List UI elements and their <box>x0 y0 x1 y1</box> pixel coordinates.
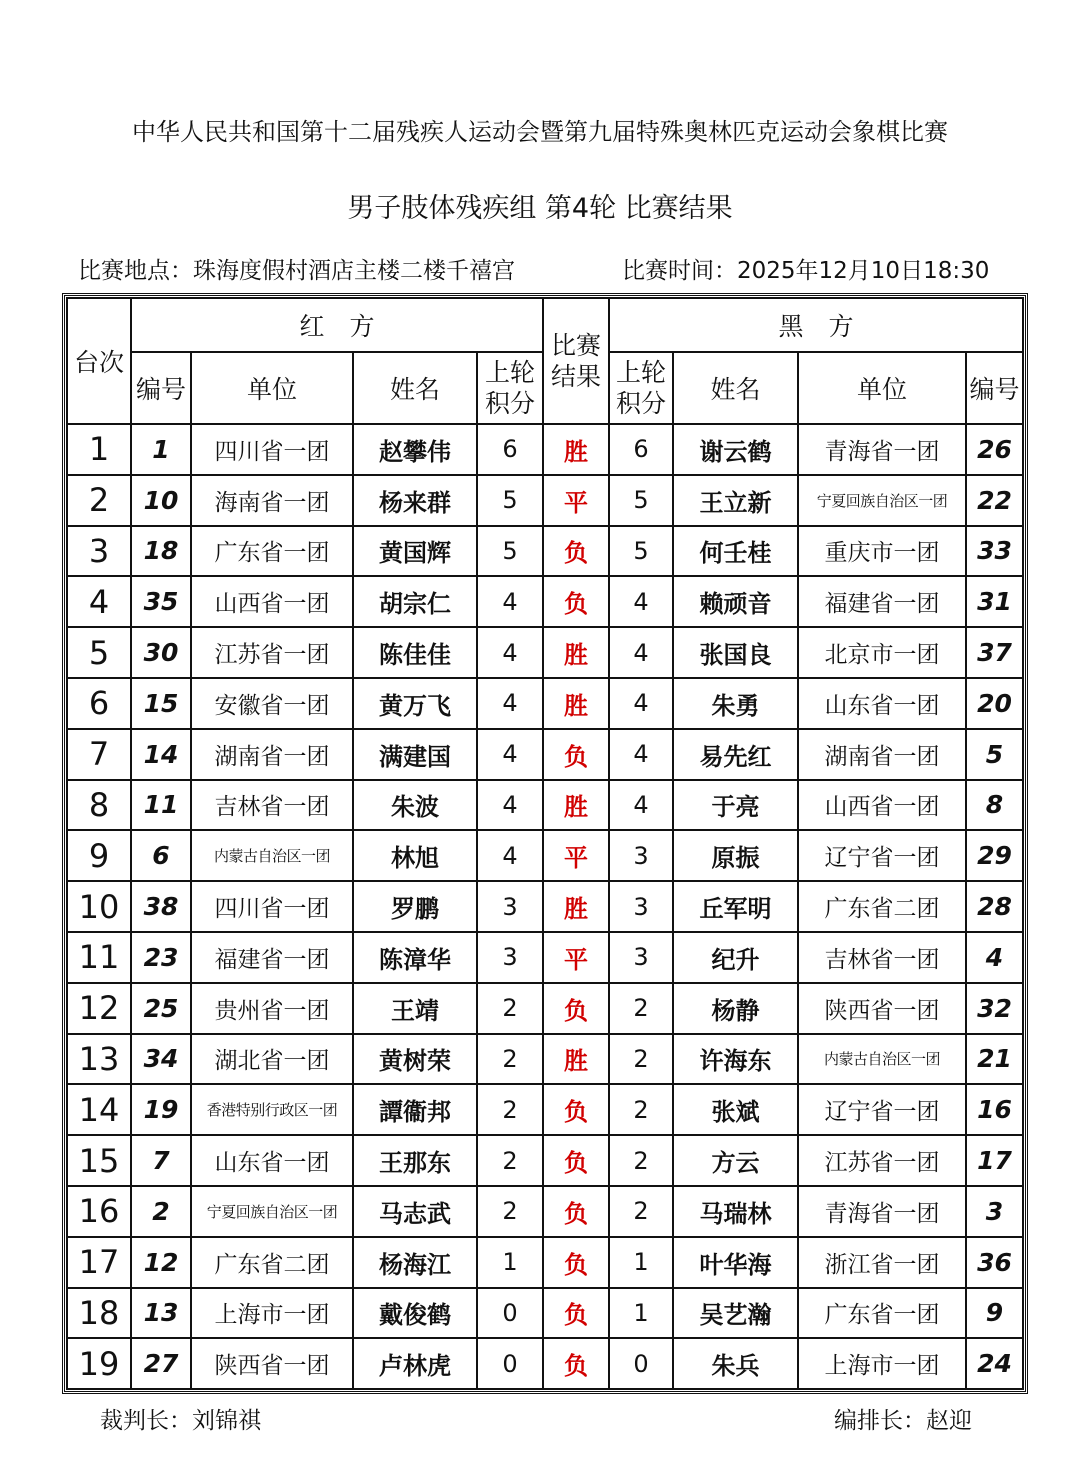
red-unit-cell: 湖北省一团 <box>191 1034 353 1085</box>
match-result-cell: 胜 <box>543 424 609 475</box>
header-black-unit: 单位 <box>798 352 966 424</box>
red-prev-points-cell: 4 <box>477 627 543 678</box>
red-id-cell: 7 <box>131 1135 191 1186</box>
venue: 比赛地点：珠海度假村酒店主楼二楼千禧宫 <box>78 258 515 284</box>
red-name-cell: 譚衞邦 <box>353 1084 477 1135</box>
red-id-cell: 35 <box>131 576 191 627</box>
red-prev-points-cell: 1 <box>477 1237 543 1288</box>
black-prev-points-cell: 3 <box>609 830 673 881</box>
match-result-cell: 胜 <box>543 678 609 729</box>
table-number-cell: 18 <box>67 1288 131 1339</box>
table-number-cell: 2 <box>67 475 131 526</box>
red-name-cell: 赵攀伟 <box>353 424 477 475</box>
table-row <box>67 627 1023 678</box>
table-row <box>67 1034 1023 1085</box>
table-row <box>67 475 1023 526</box>
black-unit-cell: 上海市一团 <box>798 1338 966 1389</box>
header-red-name: 姓名 <box>353 352 477 424</box>
match-result-cell: 负 <box>543 1186 609 1237</box>
match-result-cell: 负 <box>543 983 609 1034</box>
red-unit-cell: 福建省一团 <box>191 932 353 983</box>
black-id-cell: 9 <box>966 1288 1023 1339</box>
black-prev-points-cell: 1 <box>609 1237 673 1288</box>
table-number-cell: 8 <box>67 780 131 831</box>
red-prev-points-cell: 2 <box>477 1186 543 1237</box>
red-name-cell: 陈佳佳 <box>353 627 477 678</box>
red-id-cell: 23 <box>131 932 191 983</box>
red-unit-cell: 广东省二团 <box>191 1237 353 1288</box>
black-unit-cell: 湖南省一团 <box>798 729 966 780</box>
black-name-cell: 谢云鹤 <box>673 424 798 475</box>
red-unit-cell: 宁夏回族自治区一团 <box>191 1186 353 1237</box>
table-row <box>67 729 1023 780</box>
table-row <box>67 424 1023 475</box>
red-id-cell: 2 <box>131 1186 191 1237</box>
red-id-cell: 34 <box>131 1034 191 1085</box>
red-unit-cell: 江苏省一团 <box>191 627 353 678</box>
red-id-cell: 14 <box>131 729 191 780</box>
red-unit-cell: 广东省一团 <box>191 526 353 577</box>
black-prev-points-cell: 2 <box>609 983 673 1034</box>
red-id-cell: 1 <box>131 424 191 475</box>
black-name-cell: 方云 <box>673 1135 798 1186</box>
black-id-cell: 21 <box>966 1034 1023 1085</box>
results-table-frame <box>62 293 1028 1394</box>
header-black-id: 编号 <box>966 352 1023 424</box>
match-result-cell: 负 <box>543 576 609 627</box>
red-id-cell: 15 <box>131 678 191 729</box>
table-number-cell: 4 <box>67 576 131 627</box>
black-name-cell: 纪升 <box>673 932 798 983</box>
black-unit-cell: 山东省一团 <box>798 678 966 729</box>
table-number-cell: 13 <box>67 1034 131 1085</box>
red-prev-points-cell: 5 <box>477 526 543 577</box>
table-number-cell: 15 <box>67 1135 131 1186</box>
red-prev-points-cell: 2 <box>477 1034 543 1085</box>
red-prev-points-cell: 2 <box>477 1084 543 1135</box>
header-black-prev-points: 上轮积分 <box>609 352 673 424</box>
black-prev-points-cell: 1 <box>609 1288 673 1339</box>
red-name-cell: 满建国 <box>353 729 477 780</box>
red-name-cell: 黄国辉 <box>353 526 477 577</box>
table-row <box>67 678 1023 729</box>
black-unit-cell: 重庆市一团 <box>798 526 966 577</box>
match-result-cell: 平 <box>543 475 609 526</box>
red-unit-cell: 陕西省一团 <box>191 1338 353 1389</box>
match-result-cell: 胜 <box>543 881 609 932</box>
black-name-cell: 丘军明 <box>673 881 798 932</box>
black-prev-points-cell: 3 <box>609 881 673 932</box>
black-name-cell: 于亮 <box>673 780 798 831</box>
black-prev-points-cell: 5 <box>609 526 673 577</box>
black-id-cell: 22 <box>966 475 1023 526</box>
black-prev-points-cell: 4 <box>609 780 673 831</box>
red-prev-points-cell: 4 <box>477 729 543 780</box>
red-prev-points-cell: 0 <box>477 1288 543 1339</box>
black-unit-cell: 浙江省一团 <box>798 1237 966 1288</box>
red-id-cell: 27 <box>131 1338 191 1389</box>
table-number-cell: 3 <box>67 526 131 577</box>
header-table-no: 台次 <box>67 298 131 424</box>
table-row <box>67 576 1023 627</box>
black-name-cell: 马瑞林 <box>673 1186 798 1237</box>
black-id-cell: 20 <box>966 678 1023 729</box>
black-id-cell: 31 <box>966 576 1023 627</box>
red-name-cell: 王靖 <box>353 983 477 1034</box>
black-prev-points-cell: 2 <box>609 1034 673 1085</box>
red-prev-points-cell: 0 <box>477 1338 543 1389</box>
table-row <box>67 1084 1023 1135</box>
red-prev-points-cell: 3 <box>477 881 543 932</box>
table-number-cell: 10 <box>67 881 131 932</box>
chief-referee: 裁判长：刘锦祺 <box>100 1408 261 1434</box>
red-unit-cell: 内蒙古自治区一团 <box>191 830 353 881</box>
black-name-cell: 许海东 <box>673 1034 798 1085</box>
red-unit-cell: 山西省一团 <box>191 576 353 627</box>
red-id-cell: 18 <box>131 526 191 577</box>
black-prev-points-cell: 0 <box>609 1338 673 1389</box>
black-id-cell: 28 <box>966 881 1023 932</box>
red-prev-points-cell: 4 <box>477 830 543 881</box>
table-row <box>67 881 1023 932</box>
table-row <box>67 780 1023 831</box>
black-name-cell: 原振 <box>673 830 798 881</box>
red-id-cell: 19 <box>131 1084 191 1135</box>
black-unit-cell: 北京市一团 <box>798 627 966 678</box>
red-unit-cell: 四川省一团 <box>191 424 353 475</box>
black-id-cell: 32 <box>966 983 1023 1034</box>
match-result-cell: 负 <box>543 526 609 577</box>
table-number-cell: 17 <box>67 1237 131 1288</box>
red-prev-points-cell: 2 <box>477 1135 543 1186</box>
match-result-cell: 胜 <box>543 780 609 831</box>
black-id-cell: 37 <box>966 627 1023 678</box>
black-id-cell: 33 <box>966 526 1023 577</box>
black-name-cell: 张斌 <box>673 1084 798 1135</box>
table-number-cell: 9 <box>67 830 131 881</box>
black-id-cell: 26 <box>966 424 1023 475</box>
header-red-side: 红 方 <box>131 298 543 352</box>
black-unit-cell: 宁夏回族自治区一团 <box>798 475 966 526</box>
match-result-cell: 负 <box>543 1288 609 1339</box>
table-row <box>67 1338 1023 1389</box>
black-prev-points-cell: 2 <box>609 1135 673 1186</box>
red-id-cell: 11 <box>131 780 191 831</box>
match-result-cell: 负 <box>543 1135 609 1186</box>
match-time: 比赛时间：2025年12月10日18:30 <box>622 258 990 284</box>
table-number-cell: 11 <box>67 932 131 983</box>
red-id-cell: 10 <box>131 475 191 526</box>
black-name-cell: 王立新 <box>673 475 798 526</box>
red-name-cell: 朱波 <box>353 780 477 831</box>
red-name-cell: 杨海江 <box>353 1237 477 1288</box>
black-id-cell: 5 <box>966 729 1023 780</box>
red-unit-cell: 海南省一团 <box>191 475 353 526</box>
table-number-cell: 12 <box>67 983 131 1034</box>
black-prev-points-cell: 4 <box>609 678 673 729</box>
header-red-id: 编号 <box>131 352 191 424</box>
red-id-cell: 30 <box>131 627 191 678</box>
table-number-cell: 6 <box>67 678 131 729</box>
red-name-cell: 黄树荣 <box>353 1034 477 1085</box>
black-id-cell: 24 <box>966 1338 1023 1389</box>
match-result-cell: 胜 <box>543 1034 609 1085</box>
black-unit-cell: 辽宁省一团 <box>798 1084 966 1135</box>
red-prev-points-cell: 4 <box>477 678 543 729</box>
red-name-cell: 王那东 <box>353 1135 477 1186</box>
table-number-cell: 19 <box>67 1338 131 1389</box>
black-prev-points-cell: 2 <box>609 1084 673 1135</box>
match-result-cell: 负 <box>543 1338 609 1389</box>
black-name-cell: 杨静 <box>673 983 798 1034</box>
red-id-cell: 38 <box>131 881 191 932</box>
match-result-cell: 负 <box>543 1084 609 1135</box>
black-prev-points-cell: 4 <box>609 576 673 627</box>
red-prev-points-cell: 4 <box>477 780 543 831</box>
red-unit-cell: 上海市一团 <box>191 1288 353 1339</box>
document-subtitle: 男子肢体残疾组 第4轮 比赛结果 <box>347 193 733 224</box>
header-black-side: 黑 方 <box>609 298 1023 352</box>
match-result-cell: 平 <box>543 932 609 983</box>
black-prev-points-cell: 3 <box>609 932 673 983</box>
red-name-cell: 黄万飞 <box>353 678 477 729</box>
black-name-cell: 朱兵 <box>673 1338 798 1389</box>
red-prev-points-cell: 3 <box>477 932 543 983</box>
red-name-cell: 陈漳华 <box>353 932 477 983</box>
table-number-cell: 16 <box>67 1186 131 1237</box>
table-number-cell: 7 <box>67 729 131 780</box>
black-name-cell: 易先红 <box>673 729 798 780</box>
table-row <box>67 526 1023 577</box>
black-name-cell: 叶华海 <box>673 1237 798 1288</box>
match-result-cell: 胜 <box>543 627 609 678</box>
black-name-cell: 赖顽音 <box>673 576 798 627</box>
red-name-cell: 戴俊鹤 <box>353 1288 477 1339</box>
red-unit-cell: 湖南省一团 <box>191 729 353 780</box>
black-id-cell: 16 <box>966 1084 1023 1135</box>
red-unit-cell: 香港特别行政区一团 <box>191 1084 353 1135</box>
black-unit-cell: 福建省一团 <box>798 576 966 627</box>
table-number-cell: 14 <box>67 1084 131 1135</box>
black-name-cell: 何壬桂 <box>673 526 798 577</box>
red-id-cell: 6 <box>131 830 191 881</box>
black-unit-cell: 广东省一团 <box>798 1288 966 1339</box>
red-prev-points-cell: 6 <box>477 424 543 475</box>
red-unit-cell: 山东省一团 <box>191 1135 353 1186</box>
document-title: 中华人民共和国第十二届残疾人运动会暨第九届特殊奥林匹克运动会象棋比赛 <box>132 118 948 146</box>
black-unit-cell: 青海省一团 <box>798 424 966 475</box>
header-red-prev-points: 上轮积分 <box>477 352 543 424</box>
black-prev-points-cell: 6 <box>609 424 673 475</box>
black-id-cell: 4 <box>966 932 1023 983</box>
header-black-name: 姓名 <box>673 352 798 424</box>
table-row <box>67 1288 1023 1339</box>
red-prev-points-cell: 4 <box>477 576 543 627</box>
match-result-cell: 负 <box>543 729 609 780</box>
black-prev-points-cell: 4 <box>609 627 673 678</box>
black-id-cell: 17 <box>966 1135 1023 1186</box>
black-prev-points-cell: 2 <box>609 1186 673 1237</box>
table-row <box>67 983 1023 1034</box>
match-result-cell: 平 <box>543 830 609 881</box>
red-unit-cell: 贵州省一团 <box>191 983 353 1034</box>
red-name-cell: 胡宗仁 <box>353 576 477 627</box>
black-name-cell: 吴艺瀚 <box>673 1288 798 1339</box>
black-unit-cell: 山西省一团 <box>798 780 966 831</box>
red-id-cell: 25 <box>131 983 191 1034</box>
black-prev-points-cell: 5 <box>609 475 673 526</box>
red-id-cell: 13 <box>131 1288 191 1339</box>
black-unit-cell: 广东省二团 <box>798 881 966 932</box>
red-id-cell: 12 <box>131 1237 191 1288</box>
black-unit-cell: 青海省一团 <box>798 1186 966 1237</box>
red-unit-cell: 吉林省一团 <box>191 780 353 831</box>
red-unit-cell: 安徽省一团 <box>191 678 353 729</box>
black-unit-cell: 江苏省一团 <box>798 1135 966 1186</box>
results-table <box>66 297 1024 1390</box>
table-row <box>67 830 1023 881</box>
match-result-cell: 负 <box>543 1237 609 1288</box>
black-id-cell: 8 <box>966 780 1023 831</box>
table-number-cell: 5 <box>67 627 131 678</box>
black-unit-cell: 吉林省一团 <box>798 932 966 983</box>
table-row <box>67 932 1023 983</box>
red-prev-points-cell: 5 <box>477 475 543 526</box>
black-id-cell: 29 <box>966 830 1023 881</box>
table-row <box>67 1237 1023 1288</box>
header-result: 比赛结果 <box>543 298 609 424</box>
red-name-cell: 卢林虎 <box>353 1338 477 1389</box>
black-unit-cell: 辽宁省一团 <box>798 830 966 881</box>
table-row <box>67 1186 1023 1237</box>
header-red-unit: 单位 <box>191 352 353 424</box>
red-name-cell: 罗鹏 <box>353 881 477 932</box>
red-name-cell: 杨来群 <box>353 475 477 526</box>
black-unit-cell: 内蒙古自治区一团 <box>798 1034 966 1085</box>
black-prev-points-cell: 4 <box>609 729 673 780</box>
black-name-cell: 张国良 <box>673 627 798 678</box>
red-name-cell: 马志武 <box>353 1186 477 1237</box>
red-prev-points-cell: 2 <box>477 983 543 1034</box>
black-id-cell: 3 <box>966 1186 1023 1237</box>
table-number-cell: 1 <box>67 424 131 475</box>
chief-arbiter: 编排长：赵迎 <box>834 1408 972 1434</box>
table-row <box>67 1135 1023 1186</box>
red-name-cell: 林旭 <box>353 830 477 881</box>
black-unit-cell: 陕西省一团 <box>798 983 966 1034</box>
black-name-cell: 朱勇 <box>673 678 798 729</box>
red-unit-cell: 四川省一团 <box>191 881 353 932</box>
black-id-cell: 36 <box>966 1237 1023 1288</box>
